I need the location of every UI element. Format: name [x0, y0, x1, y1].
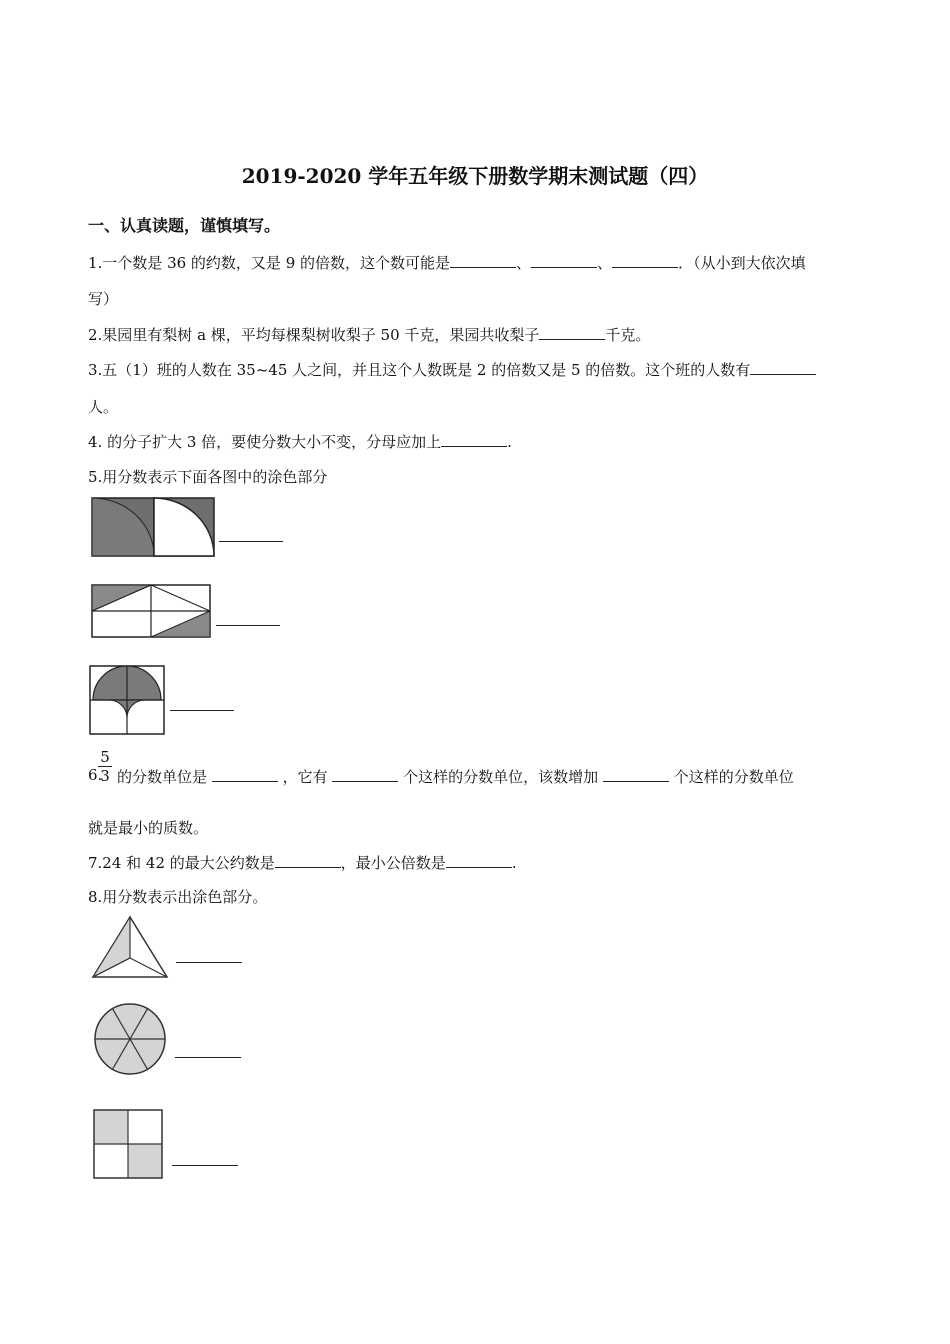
q1-continuation: 写）: [88, 290, 119, 308]
q2-unit: 千克。: [605, 326, 651, 344]
fraction-numerator: 5: [100, 748, 110, 766]
q7-text-b: ，最小公倍数是: [340, 854, 446, 872]
question-3: [88, 359, 816, 380]
q4-end: .: [507, 433, 512, 451]
answer-blank[interactable]: [750, 360, 816, 375]
triangle-figure: [90, 914, 170, 980]
answer-blank[interactable]: [531, 253, 597, 268]
quarter-circle-figure: [90, 496, 220, 560]
question-6: [117, 766, 794, 787]
answer-blank[interactable]: [603, 767, 669, 782]
q6-text-a: 的分数单位是: [117, 768, 208, 786]
q1-text-end: ．（从小到大依次填: [678, 254, 806, 272]
q7-text-a: 7.24 和 42 的最大公约数是: [88, 854, 275, 872]
fraction-denominator: 3: [98, 766, 112, 785]
semicircle-square-figure: [88, 664, 168, 736]
answer-blank[interactable]: [539, 325, 605, 340]
answer-blank[interactable]: [450, 253, 516, 268]
question-8: 8.用分数表示出涂色部分。: [88, 888, 268, 906]
answer-blank[interactable]: [216, 625, 280, 626]
answer-blank[interactable]: [212, 767, 278, 782]
section-heading: 一、认真读题，谨慎填写。: [88, 216, 281, 235]
q6-number: 6.: [88, 766, 103, 784]
answer-blank[interactable]: [172, 1165, 238, 1166]
answer-blank[interactable]: [441, 432, 507, 447]
answer-blank[interactable]: [176, 962, 242, 963]
question-7: [88, 852, 517, 873]
answer-blank[interactable]: [332, 767, 398, 782]
q6-text-d: 个这样的分数单位: [673, 768, 794, 786]
q3-continuation: 人。: [88, 398, 119, 416]
question-5: 5.用分数表示下面各图中的涂色部分: [88, 468, 328, 486]
q2-text: 2.果园里有梨树 a 棵，平均每棵梨树收梨子 50 千克，果园共收梨子: [88, 326, 540, 344]
answer-blank[interactable]: [219, 541, 283, 542]
q7-end: .: [511, 854, 517, 872]
q6-text-b: ，它有: [282, 768, 328, 786]
q6-continuation: 就是最小的质数。: [88, 819, 209, 837]
q4-text: 4. 的分子扩大 3 倍，要使分数大小不变，分母应加上: [88, 433, 442, 451]
circle-sixths-figure: [92, 1001, 170, 1079]
square-quarters-figure: [92, 1108, 166, 1182]
question-2: [88, 324, 650, 345]
answer-blank[interactable]: [612, 253, 678, 268]
q1-sep: 、: [597, 254, 613, 272]
question-1: [88, 252, 806, 273]
answer-blank[interactable]: [446, 853, 512, 868]
question-4: [88, 431, 512, 452]
answer-blank[interactable]: [170, 710, 234, 711]
fraction-5-3: [98, 748, 112, 785]
shaded-bottom-right: [128, 1144, 162, 1178]
q1-sep: 、: [516, 254, 532, 272]
q6-text-c: 个这样的分数单位，该数增加: [403, 768, 599, 786]
answer-blank[interactable]: [275, 853, 341, 868]
q3-text: 3.五（1）班的人数在 35~45 人之间，并且这个人数既是 2 的倍数又是 5 的倍数。这个班的人数有: [88, 361, 751, 379]
rectangle-triangles-figure: [90, 583, 214, 639]
q1-text: 1.一个数是 36 的约数，又是 9 的倍数，这个数可能是: [88, 254, 451, 272]
page-title: 2019-2020 学年五年级下册数学期末测试题（四）: [241, 164, 709, 188]
answer-blank[interactable]: [175, 1057, 241, 1058]
shaded-top-left: [94, 1110, 128, 1144]
